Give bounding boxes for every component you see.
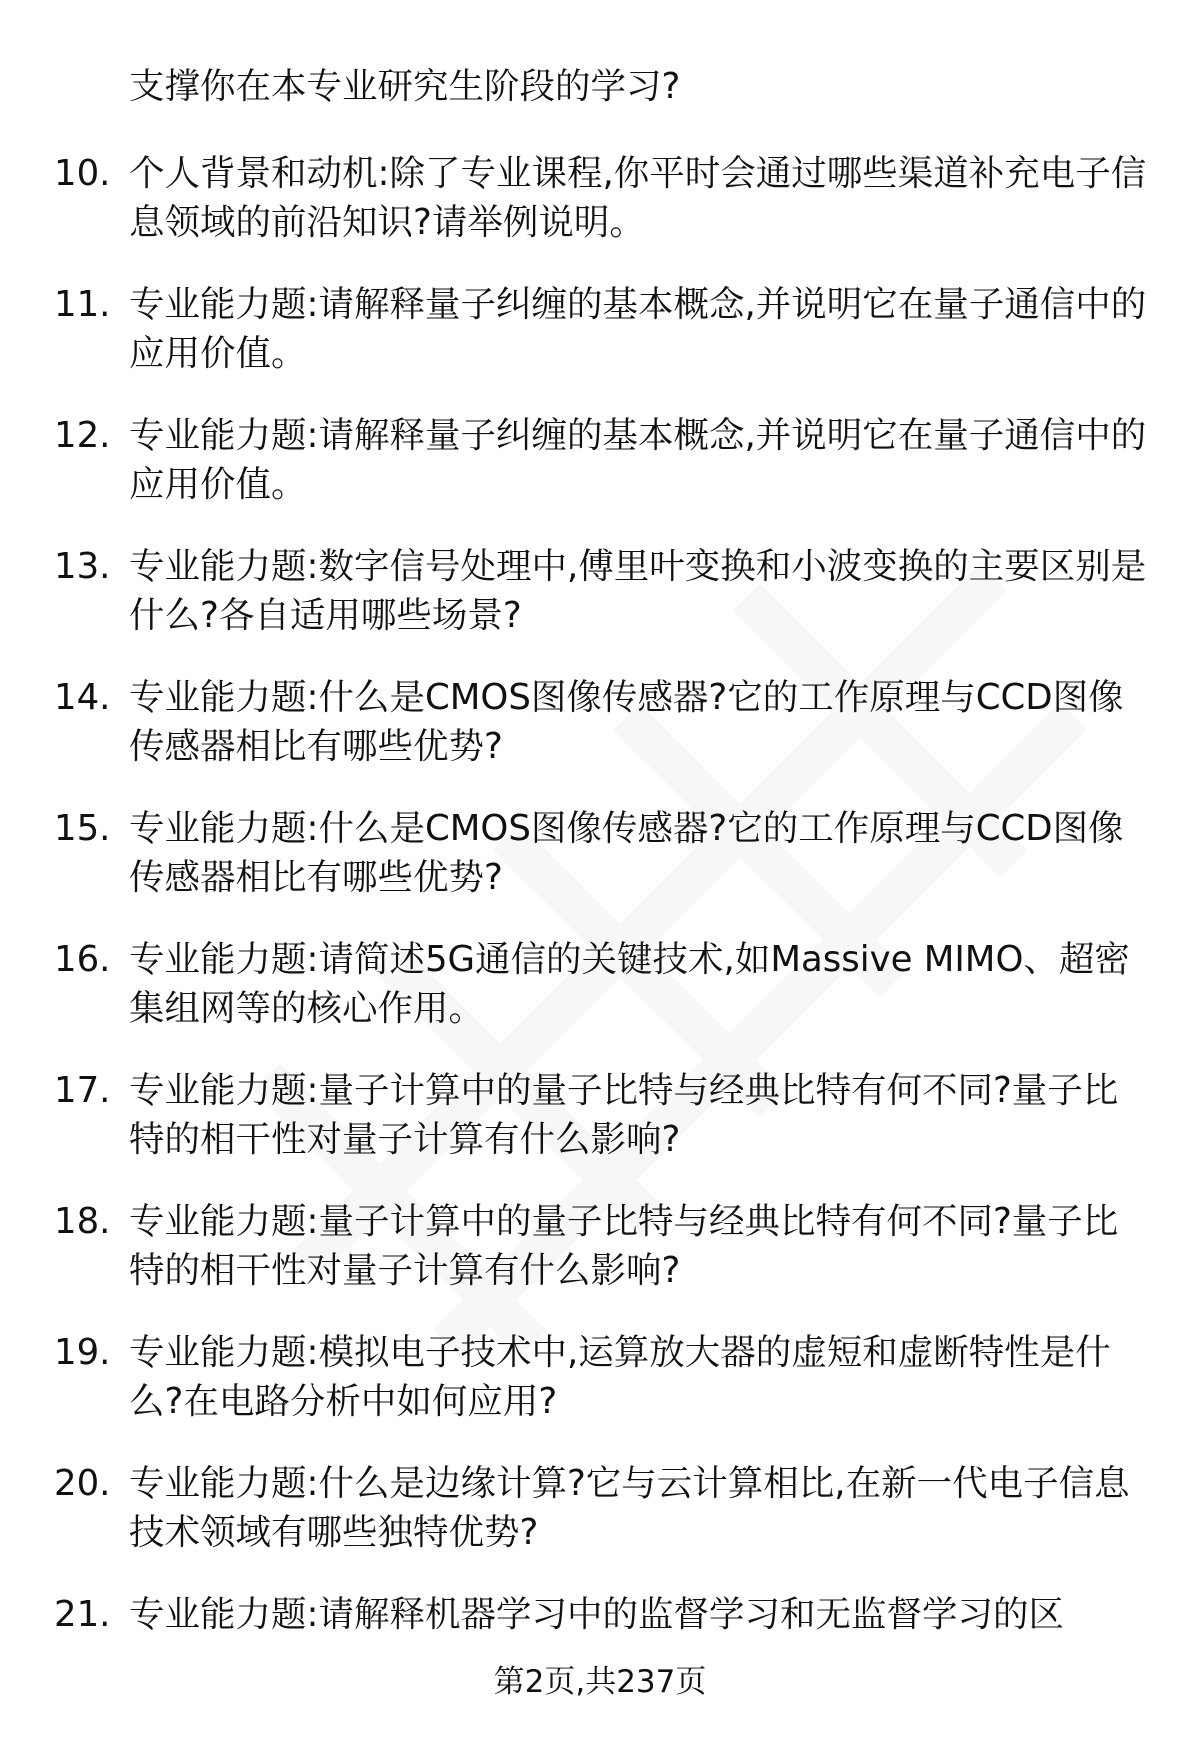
question-item — [0, 542, 1200, 673]
question-number: 13. — [54, 546, 111, 587]
question-number: 10. — [54, 153, 111, 194]
question-number: 11. — [54, 284, 111, 325]
question-text: 专业能力题:请解释量子纠缠的基本概念,并说明它在量子通信中的应用价值。 — [129, 415, 1147, 505]
question-number: 18. — [54, 1201, 111, 1242]
question-item — [0, 1066, 1200, 1197]
question-number: 17. — [54, 1070, 111, 1111]
question-item — [0, 1459, 1200, 1590]
question-list — [0, 149, 1200, 1721]
question-text: 专业能力题:请解释机器学习中的监督学习和无监督学习的区 — [129, 1594, 1064, 1635]
question-text: 专业能力题:什么是边缘计算?它与云计算相比,在新一代电子信息技术领域有哪些独特优势? — [129, 1463, 1130, 1553]
question-number: 21. — [54, 1594, 111, 1635]
question-text: 专业能力题:请解释量子纠缠的基本概念,并说明它在量子通信中的应用价值。 — [129, 284, 1147, 374]
question-item — [0, 411, 1200, 542]
question-item — [0, 149, 1200, 280]
question-item — [0, 1197, 1200, 1328]
question-number: 19. — [54, 1332, 111, 1373]
question-item — [0, 935, 1200, 1066]
question-text: 专业能力题:什么是CMOS图像传感器?它的工作原理与CCD图像传感器相比有哪些优势? — [129, 677, 1124, 767]
continuation-text: 支撑你在本专业研究生阶段的学习? — [129, 66, 681, 107]
page-footer: 第2页,共237页 — [493, 1664, 707, 1700]
question-item — [0, 804, 1200, 935]
question-text: 专业能力题:请简述5G通信的关键技术,如Massive MIMO、超密集组网等的核心作用。 — [129, 939, 1130, 1029]
question-number: 16. — [54, 939, 111, 980]
question-text: 专业能力题:什么是CMOS图像传感器?它的工作原理与CCD图像传感器相比有哪些优势? — [129, 808, 1124, 898]
question-item — [0, 280, 1200, 411]
question-item — [0, 673, 1200, 804]
question-number: 20. — [54, 1463, 111, 1504]
question-text: 专业能力题:数字信号处理中,傅里叶变换和小波变换的主要区别是什么?各自适用哪些场景? — [129, 546, 1147, 636]
question-text: 专业能力题:量子计算中的量子比特与经典比特有何不同?量子比特的相干性对量子计算有什么影响? — [129, 1070, 1119, 1160]
question-text: 专业能力题:量子计算中的量子比特与经典比特有何不同?量子比特的相干性对量子计算有什么影响? — [129, 1201, 1119, 1291]
question-text: 专业能力题:模拟电子技术中,运算放大器的虚短和虚断特性是什么?在电路分析中如何应用? — [129, 1332, 1111, 1422]
question-text: 个人背景和动机:除了专业课程,你平时会通过哪些渠道补充电子信息领域的前沿知识?请举例说明。 — [129, 153, 1147, 243]
question-number: 14. — [54, 677, 111, 718]
question-number: 15. — [54, 808, 111, 849]
question-number: 12. — [54, 415, 111, 456]
question-item — [0, 1328, 1200, 1459]
